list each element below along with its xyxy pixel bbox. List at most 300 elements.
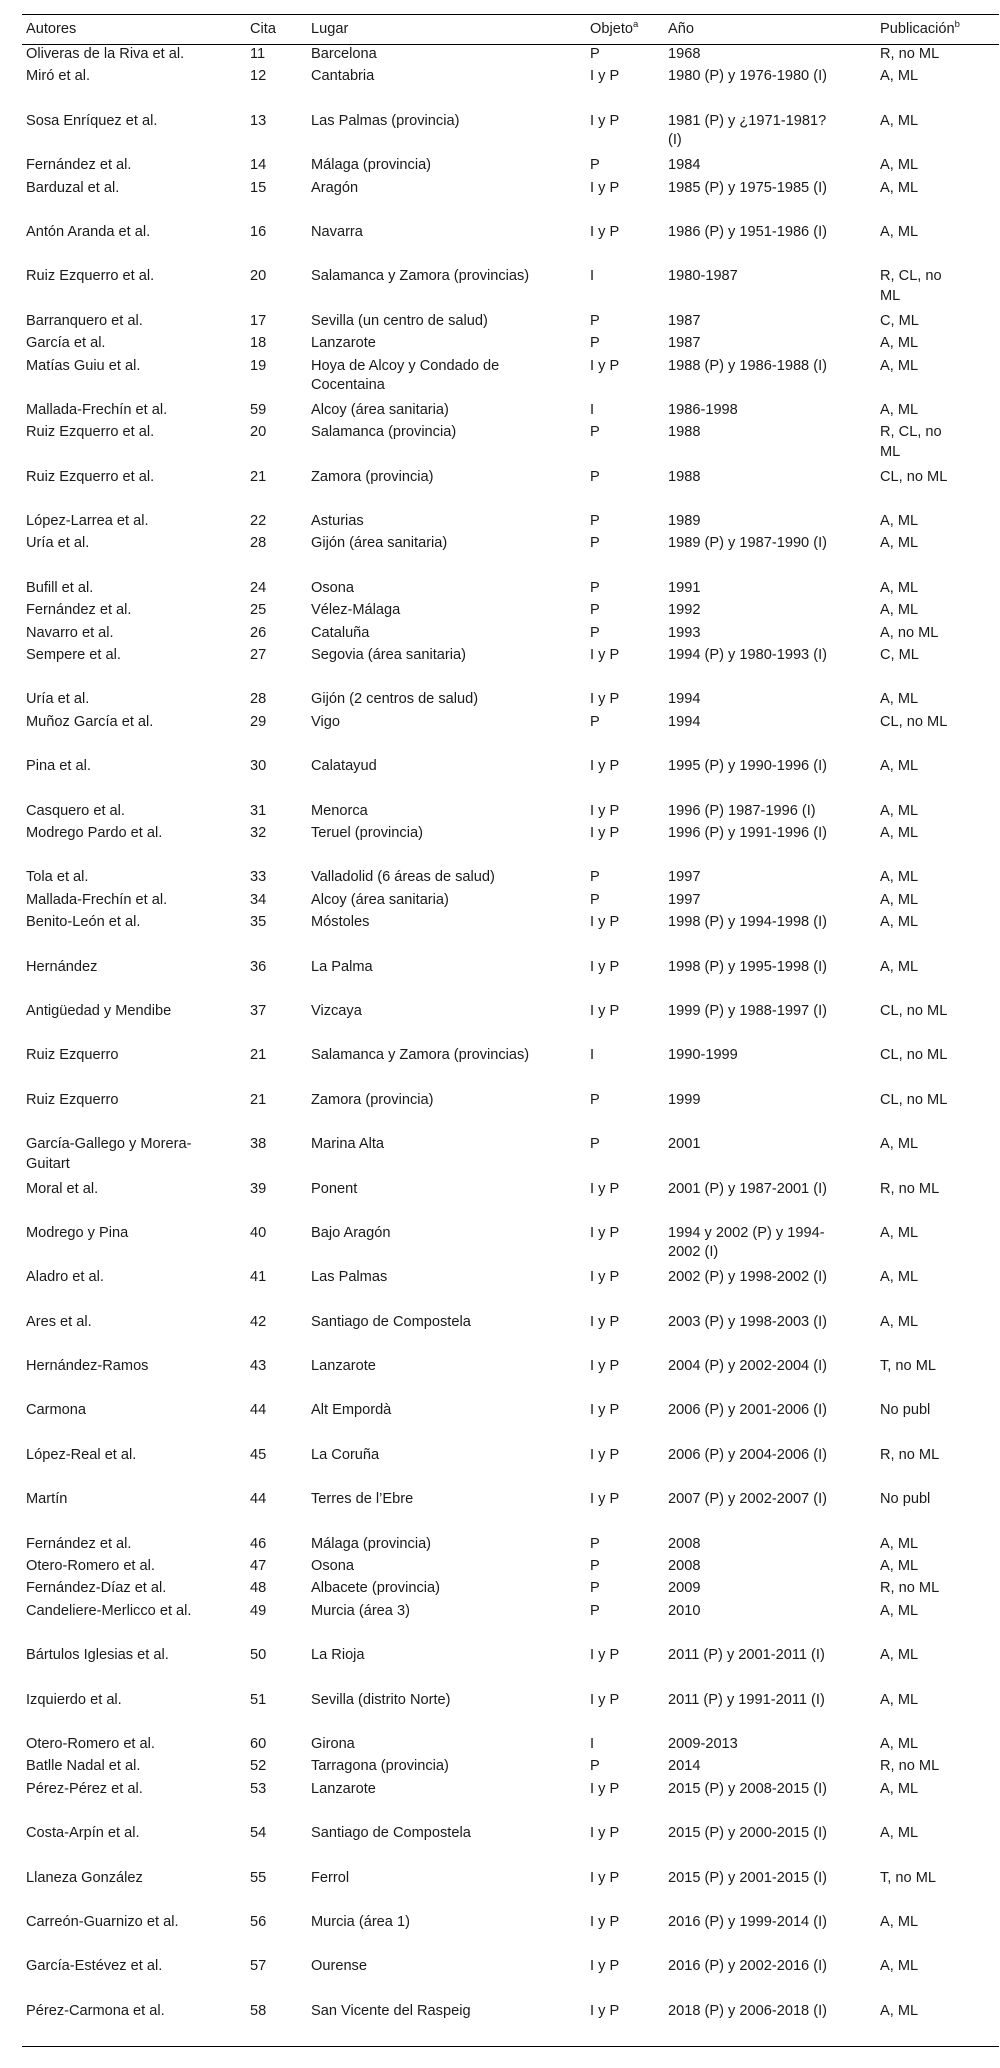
cita-cell (246, 223, 307, 267)
publicacion-cell-text: R, no ML (880, 1180, 940, 1197)
cita-cell-text: 16 (250, 223, 267, 240)
autores-cell (22, 1490, 246, 1534)
anio-cell (664, 468, 876, 512)
objeto-cell-text: I y P (590, 1958, 620, 1975)
autores-cell-text: Antigüedad y Mendibe (26, 1002, 172, 1019)
objeto-cell-text: P (590, 602, 600, 619)
anio-cell-text: 1996 (P) y 1991-1996 (I) (668, 824, 827, 841)
cita-cell (246, 534, 307, 578)
lugar-cell (307, 468, 586, 512)
autores-cell-text: Barduzal et al. (26, 179, 120, 196)
objeto-cell-text: I y P (590, 112, 620, 129)
cita-cell-text: 35 (250, 914, 267, 931)
objeto-cell-text: I y P (590, 802, 620, 819)
table-row (22, 1646, 999, 1690)
objeto-cell (586, 1268, 664, 1312)
autores-cell (22, 67, 246, 111)
autores-cell-text: Candeliere-Merlicco et al. (26, 1602, 192, 1619)
anio-cell (664, 1913, 876, 1957)
cita-cell (246, 67, 307, 111)
objeto-cell-text: P (590, 1091, 600, 1108)
cita-cell (246, 579, 307, 601)
lugar-cell (307, 824, 586, 868)
anio-cell (664, 1957, 876, 2001)
publicacion-cell-text: A, ML (880, 223, 919, 240)
autores-cell (22, 1913, 246, 1957)
publicacion-cell (876, 1602, 999, 1646)
cita-cell (246, 1869, 307, 1913)
autores-cell (22, 534, 246, 578)
lugar-cell (307, 312, 586, 334)
cita-cell-text: 52 (250, 1758, 267, 1775)
lugar-cell-text: Segovia (área sanitaria) (311, 647, 466, 664)
lugar-cell-text: Ourense (311, 1958, 367, 1975)
objeto-cell (586, 156, 664, 178)
objeto-cell (586, 67, 664, 111)
lugar-cell-text: Bajo Aragón (311, 1224, 391, 1241)
lugar-cell (307, 179, 586, 223)
cita-cell (246, 1224, 307, 1268)
table-row (22, 601, 999, 623)
cita-cell-text: 42 (250, 1313, 267, 1330)
objeto-cell (586, 1135, 664, 1179)
autores-cell (22, 690, 246, 712)
anio-cell (664, 534, 876, 578)
publicacion-cell-text: CL, no ML (880, 1091, 948, 1108)
objeto-cell (586, 868, 664, 890)
table-row (22, 713, 999, 757)
objeto-cell (586, 802, 664, 824)
lugar-cell (307, 690, 586, 712)
anio-cell-text: 2016 (P) y 1999-2014 (I) (668, 1913, 827, 1930)
objeto-cell-text: I (590, 401, 595, 418)
autores-cell (22, 1535, 246, 1557)
publicacion-cell (876, 824, 999, 868)
autores-cell (22, 757, 246, 801)
lugar-cell (307, 357, 586, 401)
objeto-cell-text: P (590, 513, 600, 530)
publicacion-cell (876, 891, 999, 913)
autores-cell-text: Uría et al. (26, 535, 90, 552)
autores-cell-text: García et al. (26, 335, 106, 352)
autores-cell-text: Martín (26, 1491, 68, 1508)
anio-cell-text: 1994 (668, 713, 701, 730)
publicacion-cell-text: A, ML (880, 357, 919, 374)
lugar-cell-text: Sevilla (un centro de salud) (311, 312, 488, 329)
publicacion-cell-text: A, ML (880, 914, 919, 931)
anio-cell (664, 1557, 876, 1579)
anio-cell-text: 1992 (668, 602, 701, 619)
objeto-cell-text: P (590, 1580, 600, 1597)
anio-cell (664, 1535, 876, 1557)
header-publicacion-footnote: b (954, 18, 960, 30)
publicacion-cell-text: No publ (880, 1402, 931, 1419)
cita-cell-text: 46 (250, 1535, 267, 1552)
anio-cell (664, 357, 876, 401)
header-row (22, 15, 999, 45)
autores-cell (22, 1401, 246, 1445)
cita-cell-text: 39 (250, 1180, 267, 1197)
anio-cell (664, 67, 876, 111)
lugar-cell (307, 1002, 586, 1046)
lugar-cell-text: Marina Alta (311, 1136, 385, 1153)
anio-cell (664, 112, 876, 156)
autores-cell (22, 179, 246, 223)
lugar-cell (307, 601, 586, 623)
autores-cell (22, 1002, 246, 1046)
autores-cell-text: Muñoz García et al. (26, 713, 154, 730)
lugar-cell (307, 401, 586, 423)
cita-cell (246, 401, 307, 423)
cita-cell-text: 15 (250, 179, 267, 196)
objeto-cell (586, 1446, 664, 1490)
objeto-cell-text: P (590, 312, 600, 329)
cita-cell-text: 49 (250, 1602, 267, 1619)
objeto-cell-text: I y P (590, 1002, 620, 1019)
table-row (22, 1535, 999, 1557)
autores-cell-text: Ruiz Ezquerro et al. (26, 468, 155, 485)
publicacion-cell (876, 468, 999, 512)
objeto-cell-text: P (590, 1535, 600, 1552)
autores-cell (22, 156, 246, 178)
autores-cell-text: Fernández et al. (26, 1535, 132, 1552)
publicacion-cell-text: A, ML (880, 1535, 919, 1552)
header-objeto (586, 15, 664, 45)
anio-cell (664, 179, 876, 223)
anio-cell (664, 1002, 876, 1046)
anio-cell-text: 1997 (668, 891, 701, 908)
objeto-cell (586, 1646, 664, 1690)
objeto-cell (586, 824, 664, 868)
objeto-cell-text: P (590, 579, 600, 596)
autores-cell-text: Moral et al. (26, 1180, 99, 1197)
anio-cell (664, 913, 876, 957)
autores-cell-text: Mallada-Frechín et al. (26, 401, 168, 418)
autores-cell-text: Barranquero et al. (26, 312, 143, 329)
publicacion-cell (876, 1313, 999, 1357)
autores-cell (22, 423, 246, 467)
anio-cell-text: 2004 (P) y 2002-2004 (I) (668, 1358, 827, 1375)
lugar-cell (307, 1735, 586, 1757)
cita-cell-text: 50 (250, 1647, 267, 1664)
publicacion-cell-text: R, no ML (880, 1580, 940, 1597)
lugar-cell (307, 1957, 586, 2001)
autores-cell-text: Modrego Pardo et al. (26, 824, 163, 841)
objeto-cell-text: I y P (590, 1691, 620, 1708)
autores-cell (22, 223, 246, 267)
lugar-cell-text: Terres de l’Ebre (311, 1491, 414, 1508)
anio-cell-text: 1997 (668, 869, 701, 886)
autores-cell (22, 267, 246, 311)
publicacion-cell-text: A, ML (880, 869, 919, 886)
autores-cell-text: Bufill et al. (26, 579, 94, 596)
lugar-cell-text: Hoya de Alcoy y Condado de Cocentaina (311, 357, 500, 394)
cita-cell-text: 59 (250, 401, 267, 418)
publicacion-cell-text: A, ML (880, 335, 919, 352)
autores-cell-text: Uría et al. (26, 691, 90, 708)
publicacion-cell-text: A, ML (880, 602, 919, 619)
cita-cell-text: 28 (250, 535, 267, 552)
header-publicacion-label: Publicación (880, 20, 955, 37)
table-row (22, 802, 999, 824)
lugar-cell (307, 267, 586, 311)
cita-cell (246, 601, 307, 623)
cita-cell (246, 1557, 307, 1579)
cita-cell-text: 55 (250, 1869, 267, 1886)
lugar-cell (307, 624, 586, 646)
anio-cell (664, 1691, 876, 1735)
objeto-cell (586, 223, 664, 267)
cita-cell (246, 757, 307, 801)
cita-cell-text: 44 (250, 1402, 267, 1419)
publicacion-cell (876, 334, 999, 356)
autores-cell-text: Ruiz Ezquerro (26, 1047, 119, 1064)
lugar-cell-text: Murcia (área 1) (311, 1913, 410, 1930)
cita-cell-text: 58 (250, 2002, 267, 2019)
objeto-cell-text: I y P (590, 1269, 620, 1286)
objeto-cell-text: I (590, 1047, 595, 1064)
cita-cell (246, 1446, 307, 1490)
publicacion-cell-text: A, ML (880, 2002, 919, 2019)
lugar-cell-text: Lanzarote (311, 1780, 376, 1797)
anio-cell-text: 1984 (668, 157, 701, 174)
lugar-cell (307, 1401, 586, 1445)
autores-cell-text: Fernández et al. (26, 157, 132, 174)
anio-cell-text: 1994 (P) y 1980-1993 (I) (668, 647, 827, 664)
publicacion-cell (876, 534, 999, 578)
cita-cell (246, 1735, 307, 1757)
objeto-cell-text: I (590, 1735, 595, 1752)
publicacion-cell-text: A, ML (880, 1735, 919, 1752)
table-row (22, 913, 999, 957)
table-row (22, 1224, 999, 1268)
autores-cell (22, 646, 246, 690)
publicacion-cell-text: A, ML (880, 1647, 919, 1664)
objeto-cell (586, 1913, 664, 1957)
table-row (22, 1579, 999, 1601)
autores-cell (22, 1691, 246, 1735)
table-row (22, 690, 999, 712)
cita-cell (246, 2002, 307, 2047)
lugar-cell (307, 334, 586, 356)
objeto-cell (586, 1002, 664, 1046)
objeto-cell-text: I (590, 268, 595, 285)
studies-table (22, 14, 999, 2047)
publicacion-cell (876, 1691, 999, 1735)
publicacion-cell (876, 1268, 999, 1312)
anio-cell-text: 2002 (P) y 1998-2002 (I) (668, 1269, 827, 1286)
autores-cell (22, 868, 246, 890)
lugar-cell-text: Lanzarote (311, 335, 376, 352)
publicacion-cell-text: CL, no ML (880, 713, 948, 730)
publicacion-cell-text: A, ML (880, 1269, 919, 1286)
objeto-cell (586, 1091, 664, 1135)
anio-cell-text: 1980 (P) y 1976-1980 (I) (668, 68, 827, 85)
cita-cell-text: 30 (250, 758, 267, 775)
autores-cell-text: Hernández (26, 958, 98, 975)
objeto-cell (586, 713, 664, 757)
cita-cell-text: 34 (250, 891, 267, 908)
anio-cell (664, 1180, 876, 1224)
lugar-cell-text: Menorca (311, 802, 368, 819)
objeto-cell (586, 2002, 664, 2047)
table-row (22, 401, 999, 423)
autores-cell (22, 1135, 246, 1179)
publicacion-cell (876, 223, 999, 267)
anio-cell-text: 2011 (P) y 1991-2011 (I) (668, 1691, 825, 1708)
objeto-cell (586, 757, 664, 801)
cita-cell (246, 824, 307, 868)
lugar-cell (307, 891, 586, 913)
cita-cell-text: 12 (250, 68, 267, 85)
table-row (22, 579, 999, 601)
lugar-cell-text: Lanzarote (311, 1358, 376, 1375)
objeto-cell-text: I y P (590, 1491, 620, 1508)
objeto-cell-text: P (590, 468, 600, 485)
publicacion-cell-text: T, no ML (880, 1869, 936, 1886)
anio-cell (664, 156, 876, 178)
objeto-cell (586, 913, 664, 957)
publicacion-cell (876, 179, 999, 223)
publicacion-cell (876, 802, 999, 824)
autores-cell (22, 1824, 246, 1868)
cita-cell (246, 45, 307, 68)
cita-cell (246, 1401, 307, 1445)
publicacion-cell (876, 1780, 999, 1824)
cita-cell-text: 18 (250, 335, 267, 352)
anio-cell-text: 2015 (P) y 2000-2015 (I) (668, 1825, 827, 1842)
table-row (22, 1268, 999, 1312)
anio-cell (664, 1135, 876, 1179)
cita-cell-text: 57 (250, 1958, 267, 1975)
table-row (22, 423, 999, 467)
objeto-cell-text: I y P (590, 1313, 620, 1330)
autores-cell (22, 1357, 246, 1401)
cita-cell-text: 14 (250, 157, 267, 174)
publicacion-cell-text: No publ (880, 1491, 931, 1508)
anio-cell-text: 1998 (P) y 1994-1998 (I) (668, 914, 827, 931)
lugar-cell (307, 958, 586, 1002)
cita-cell (246, 1268, 307, 1312)
cita-cell-text: 33 (250, 869, 267, 886)
lugar-cell-text: Cantabria (311, 68, 375, 85)
cita-cell-text: 19 (250, 357, 267, 374)
lugar-cell-text: Asturias (311, 513, 364, 530)
objeto-cell-text: P (590, 535, 600, 552)
objeto-cell (586, 401, 664, 423)
studies-table-container (22, 14, 999, 2047)
publicacion-cell (876, 913, 999, 957)
lugar-cell (307, 1869, 586, 1913)
objeto-cell-text: I y P (590, 691, 620, 708)
lugar-cell (307, 1313, 586, 1357)
autores-cell (22, 1646, 246, 1690)
anio-cell (664, 824, 876, 868)
table-row (22, 624, 999, 646)
table-row (22, 468, 999, 512)
anio-cell-text: 1981 (P) y ¿1971-1981? (I) (668, 112, 827, 149)
lugar-cell-text: Osona (311, 579, 354, 596)
anio-cell-text: 2006 (P) y 2001-2006 (I) (668, 1402, 827, 1419)
cita-cell (246, 891, 307, 913)
anio-cell-text: 2010 (668, 1602, 701, 1619)
publicacion-cell (876, 2002, 999, 2047)
objeto-cell (586, 1691, 664, 1735)
publicacion-cell (876, 1490, 999, 1534)
anio-cell-text: 1993 (668, 624, 701, 641)
anio-cell (664, 1490, 876, 1534)
publicacion-cell (876, 1135, 999, 1179)
autores-cell-text: Pérez-Pérez et al. (26, 1780, 143, 1797)
publicacion-cell-text: A, ML (880, 1136, 919, 1153)
autores-cell (22, 1602, 246, 1646)
anio-cell (664, 45, 876, 68)
anio-cell (664, 1602, 876, 1646)
table-row (22, 646, 999, 690)
anio-cell (664, 1780, 876, 1824)
lugar-cell (307, 1357, 586, 1401)
cita-cell (246, 312, 307, 334)
objeto-cell-text: I y P (590, 1402, 620, 1419)
anio-cell-text: 1998 (P) y 1995-1998 (I) (668, 958, 827, 975)
cita-cell-text: 60 (250, 1735, 267, 1752)
autores-cell (22, 2002, 246, 2047)
publicacion-cell-text: A, ML (880, 579, 919, 596)
cita-cell-text: 44 (250, 1491, 267, 1508)
autores-cell-text: Batlle Nadal et al. (26, 1758, 141, 1775)
lugar-cell (307, 1780, 586, 1824)
cita-cell (246, 1757, 307, 1779)
lugar-cell-text: Vigo (311, 713, 340, 730)
autores-cell (22, 913, 246, 957)
lugar-cell (307, 1224, 586, 1268)
lugar-cell (307, 1135, 586, 1179)
lugar-cell (307, 1691, 586, 1735)
anio-cell (664, 624, 876, 646)
table-header (22, 15, 999, 45)
publicacion-cell (876, 713, 999, 757)
autores-cell (22, 1579, 246, 1601)
objeto-cell-text: P (590, 624, 600, 641)
autores-cell (22, 1869, 246, 1913)
anio-cell-text: 1989 (668, 513, 701, 530)
anio-cell (664, 1579, 876, 1601)
table-row (22, 1735, 999, 1757)
autores-cell (22, 1180, 246, 1224)
anio-cell (664, 1824, 876, 1868)
lugar-cell-text: Albacete (provincia) (311, 1580, 440, 1597)
autores-cell-text: Miró et al. (26, 68, 91, 85)
cita-cell (246, 958, 307, 1002)
objeto-cell-text: I y P (590, 68, 620, 85)
objeto-cell (586, 312, 664, 334)
cita-cell-text: 17 (250, 312, 267, 329)
table-row (22, 512, 999, 534)
cita-cell (246, 646, 307, 690)
anio-cell-text: 2003 (P) y 1998-2003 (I) (668, 1313, 827, 1330)
lugar-cell-text: Málaga (provincia) (311, 157, 432, 174)
cita-cell-text: 20 (250, 268, 267, 285)
objeto-cell (586, 1357, 664, 1401)
lugar-cell-text: Vélez-Málaga (311, 602, 401, 619)
lugar-cell-text: Santiago de Compostela (311, 1313, 471, 1330)
objeto-cell-text: I y P (590, 1224, 620, 1241)
anio-cell (664, 958, 876, 1002)
lugar-cell-text: San Vicente del Raspeig (311, 2002, 471, 2019)
anio-cell-text: 1996 (P) 1987-1996 (I) (668, 802, 816, 819)
objeto-cell-text: P (590, 157, 600, 174)
anio-cell-text: 1986-1998 (668, 401, 738, 418)
